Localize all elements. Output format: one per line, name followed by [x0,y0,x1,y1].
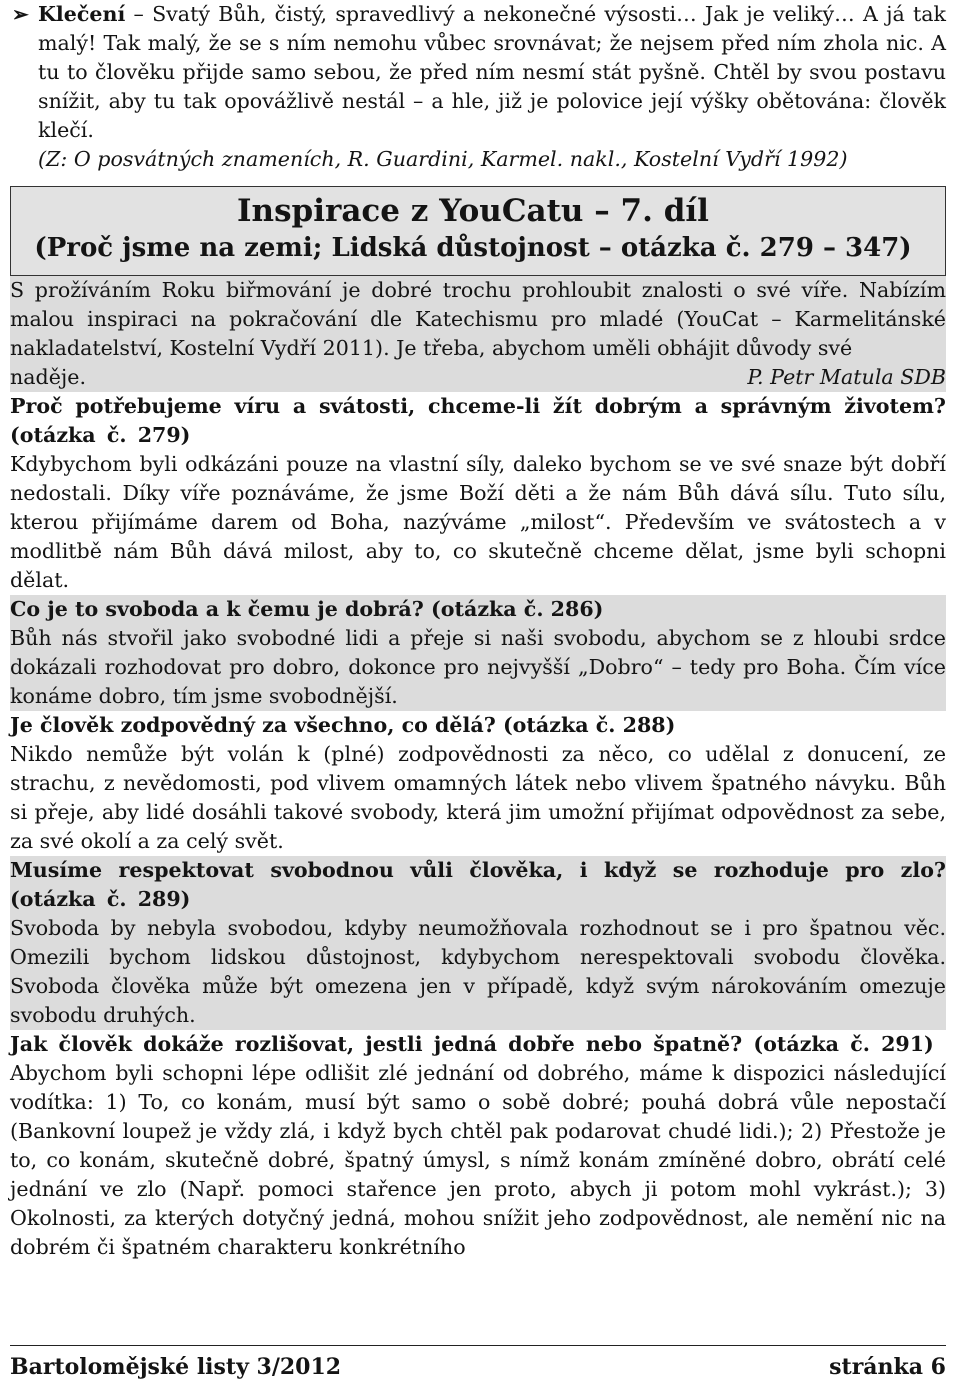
article-intro-block [10,276,946,392]
author-line [10,363,946,392]
footer-publication: Bartolomějské listy 3/2012 [10,1354,342,1380]
question-289: Musíme respektovat svobodnou vůli člověka, i když se rozhoduje pro zlo? (otázka č. 289) [10,858,946,911]
article-intro-text: S prožíváním Roku biřmování je dobré trochu prohloubit znalosti o své víře. Nabízím malou inspiraci na pokračování dle Katechismu pro mladé (YouCat – Karmelitánské nakladatelství, Kostelní Vydří 2011). Je třeba, abychom uměli obhájit důvody své [10,278,946,360]
arrow-bullet-icon: ➢ [12,2,29,26]
article-subtitle: (Proč jsme na zemi; Lidská důstojnost – otázka č. 279 – 347) [34,233,912,263]
footer-page-number: stránka 6 [829,1354,946,1380]
answer-289: Svoboda by nebyla svobodou, kdyby neumožňovala rozhodnout se i pro špatnou věc. Omezili bychom lidskou důstojnost, kdybychom nerespektovali svobodu člověka. Svoboda člověka může být omezena jen v případě, když svým nárokováním omezuje svobodu druhých. [10,916,946,1027]
author-name: P. Petr Matula SDB [747,365,946,389]
answer-288: Nikdo nemůže být volán k (plné) zodpovědnosti za něco, co udělal z donucení, ze strachu, z nevědomosti, pod vlivem omamných látek nebo vlivem špatného návyku. Bůh si přeje, aby lidé dosáhli takové svobody, která jim umožní přijímat odpovědnost za sebe, za své okolí a za celý svět. [10,742,946,853]
intro-keyword: Klečení [38,2,126,26]
article-intro-last: naděje. [10,365,87,389]
article-title: Inspirace z YouCatu – 7. díl [237,193,709,229]
section-286 [10,595,946,711]
section-289 [10,856,946,1030]
answer-291: Abychom byli schopni lépe odlišit zlé jednání od dobrého, máme k dispozici následující vodítka: 1) To, co konám, musí být samo o sobě dobré; pouhá dobrá vůle nepostačí (Bankovní loupež je vždy zlá, i když bych chtěl pak podarovat chudé lidi.); 2) Přestože je to, co konám, skutečně dobré, špatný úmysl, s nímž konám zmíněné dobro, obrátí celé jednání ve zlo (Např. pomoci stařence jen proto, abych ji potom mohl vykrást.); 3) Okolnosti, za kterých dotyčný jedná, mohou snížit jeho zodpovědnost, ale nemění nic na dobrém či špatném charakteru konkrétního [10,1061,946,1259]
question-288: Je člověk zodpovědný za všechno, co dělá? (otázka č. 288) [10,713,676,737]
question-286: Co je to svoboda a k čemu je dobrá? (otázka č. 286) [10,597,604,621]
answer-286: Bůh nás stvořil jako svobodné lidi a přeje si naši svobodu, abychom se z hloubi srdce dokázali rozhodovat pro dobro, dokonce pro nejvyšší „Dobro“ – tedy pro Boha. Čím více konáme dobro, tím jsme svobodnější. [10,626,946,708]
article-title-box [10,186,946,276]
question-279: Proč potřebujeme víru a svátosti, chceme-li žít dobrým a správným životem? (otázka č. 279) [10,394,946,447]
intro-text: Svatý Bůh, čistý, spravedlivý a nekonečné výsosti… Jak je veliký… A já tak malý! Tak malý, že se s ním nemohu vůbec srovnávat; že nejsem před ním zhola nic. A tu to člověku přijde samo sebou, že před ním nesmí stát pyšně. Chtěl by svou postavu snížit, aby tu tak opovážlivě nestál – a hle, již je polovice její výšky obětována: člověk klečí. [38,2,947,142]
intro-source: (Z: O posvátných znameních, R. Guardini, Karmel. nakl., Kostelní Vydří 1992) [38,147,848,171]
intro-bullet [10,0,946,174]
page-footer [10,1345,946,1380]
intro-paragraph: Klečení – Svatý Bůh, čistý, spravedlivý a nekonečné výsosti… Jak je veliký… A já tak malý! Tak malý, že se s ním nemohu vůbec srovnávat; že nejsem před ním zhola nic. A tu to člověku přijde samo sebou, že před ním nesmí stát pyšně. Chtěl by svou postavu snížit, aby tu tak opovážlivě nestál – a hle, již je polovice její výšky obětována: člověk klečí. [38,2,947,142]
answer-279: Kdybychom byli odkázáni pouze na vlastní síly, daleko bychom se ve své snaze být dobří nedostali. Díky víře poznáváme, že jsme Boží děti a že nám Bůh dává sílu. Tuto sílu, kterou přijímáme darem od Boha, nazýváme „milost“. Především ve svátostech a v modlitbě nám Bůh dává milost, aby to, co skutečně chceme dělat, jsme byli schopni dělat. [10,452,946,592]
question-291: Jak člověk dokáže rozlišovat, jestli jedná dobře nebo špatně? (otázka č. 291) [10,1032,934,1056]
